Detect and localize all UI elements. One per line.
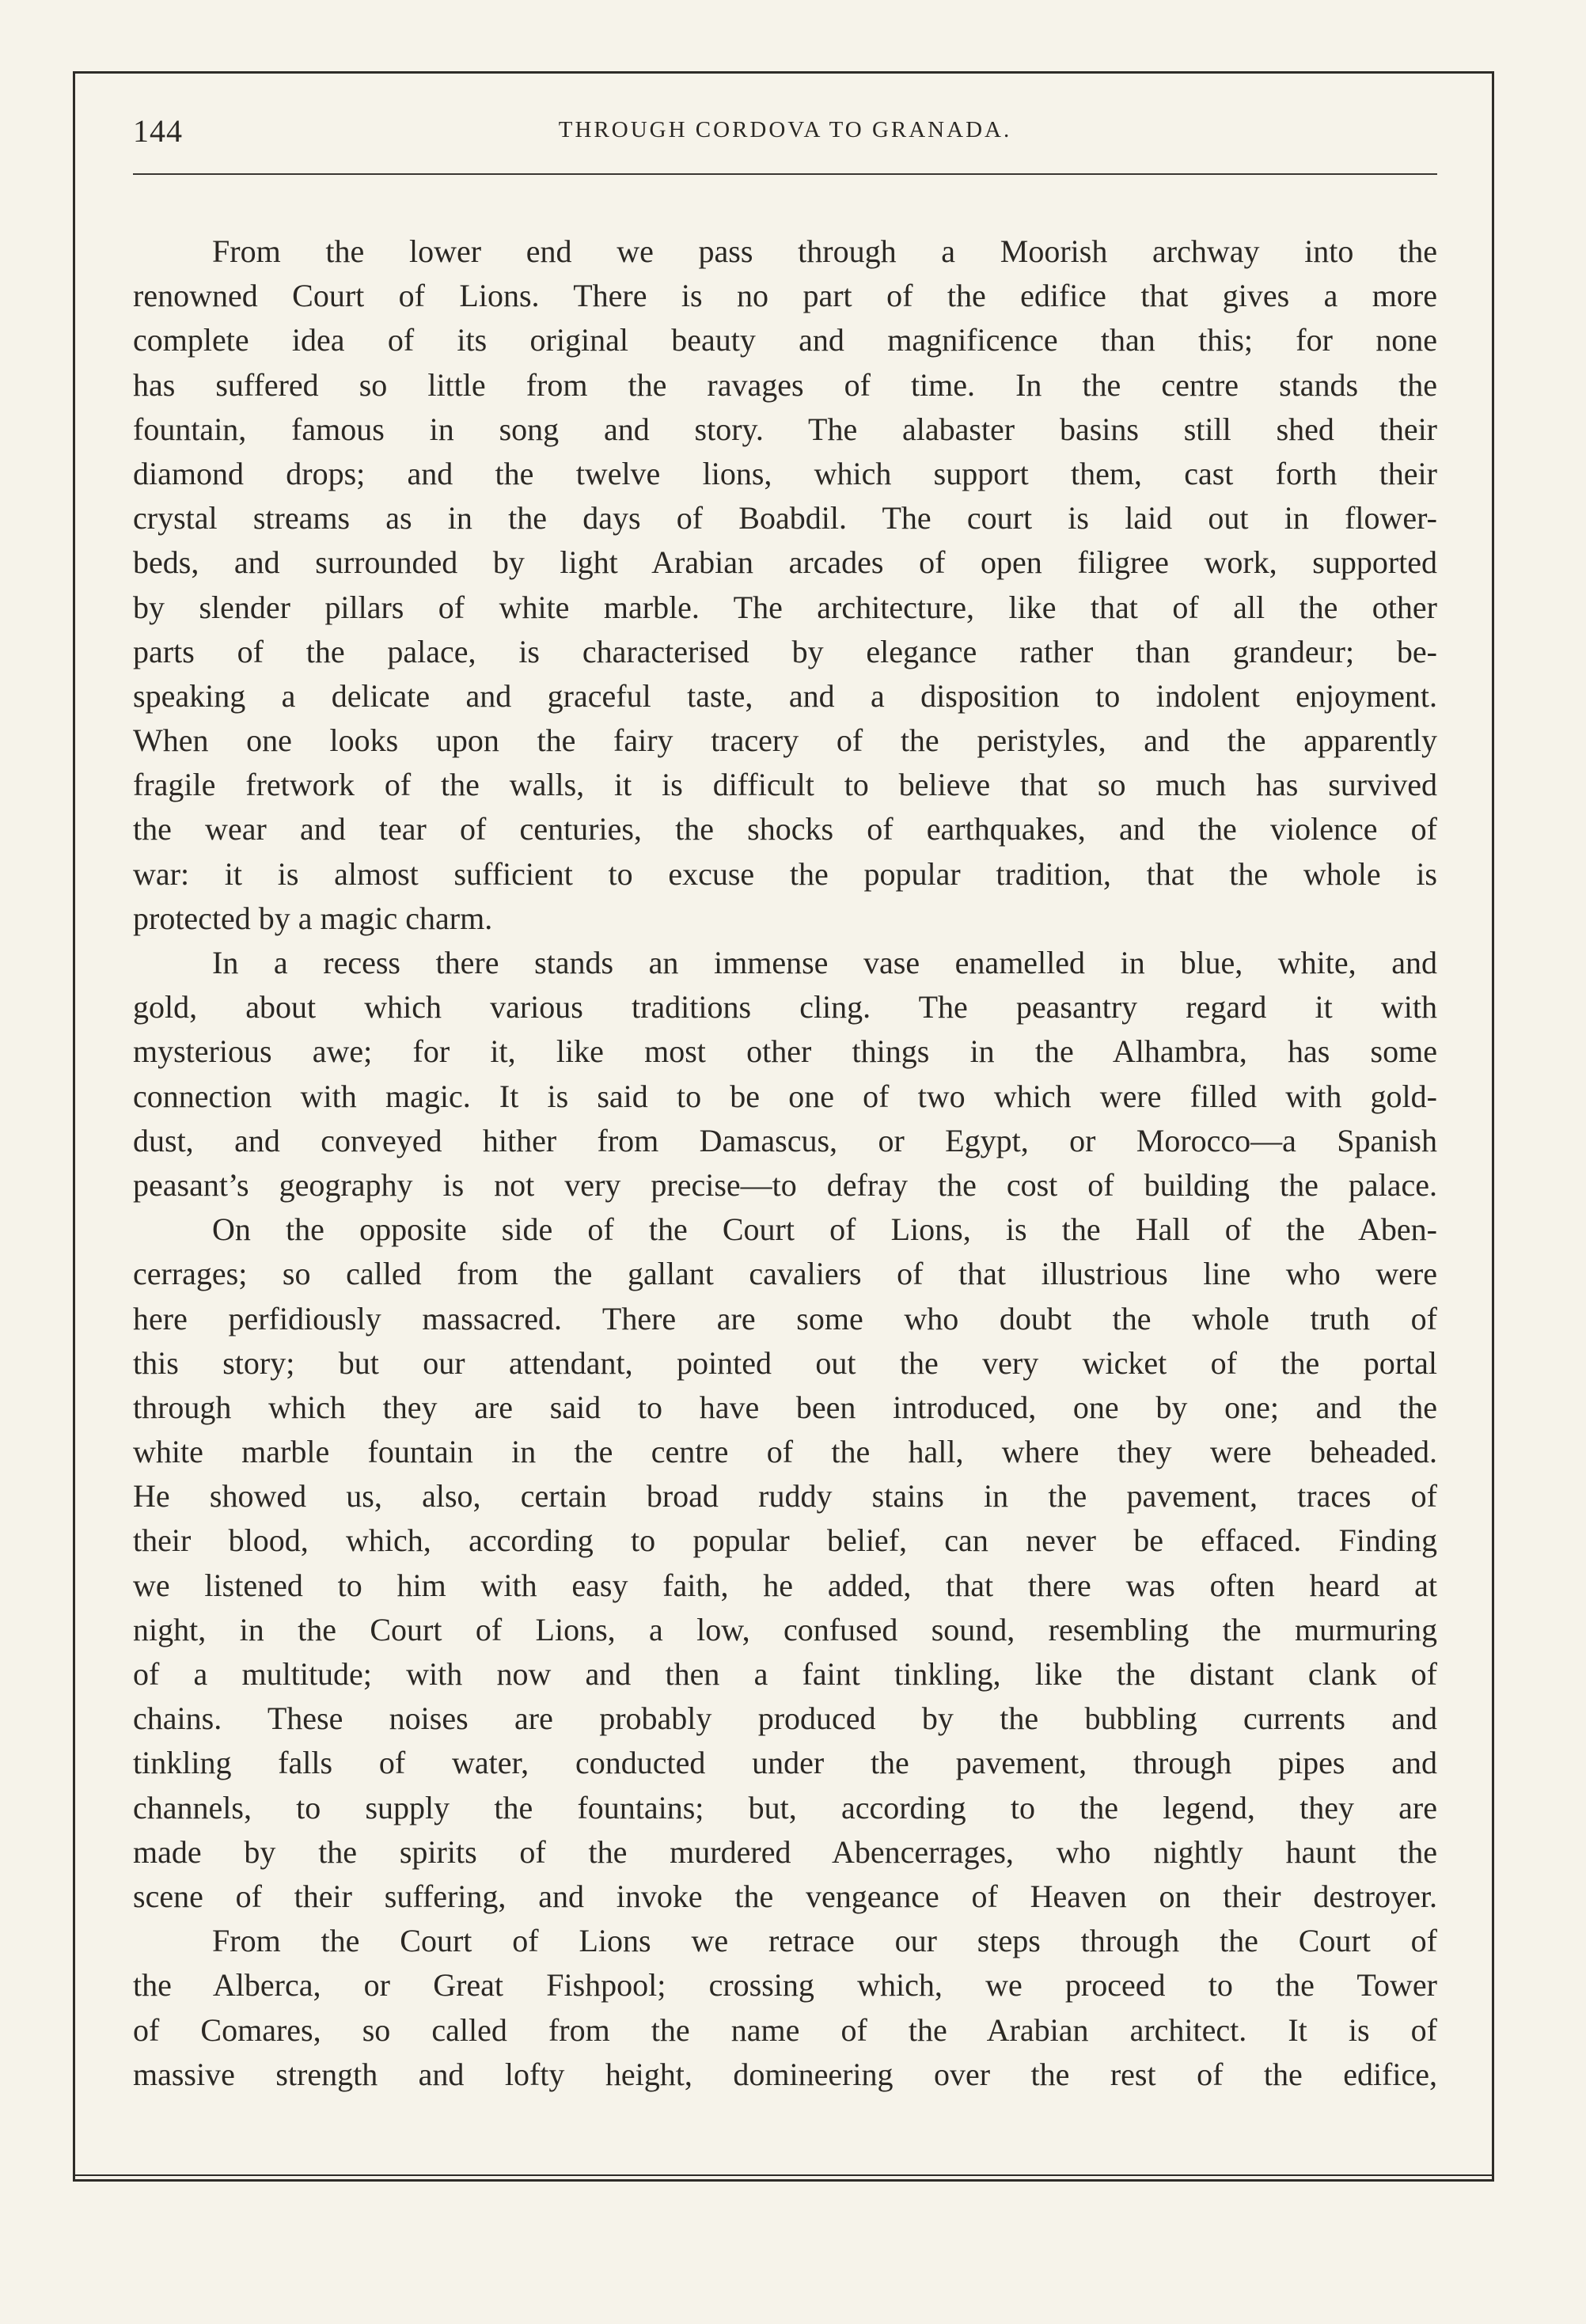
text-line: chains. These noises are probably produced by the bubbling currents and: [133, 1700, 1437, 1737]
header-rule: [133, 173, 1437, 175]
text-line: the wear and tear of centuries, the shocks of earthquakes, and the violence of: [133, 811, 1437, 847]
text-line: mysterious awe; for it, like most other things in the Alhambra, has some: [133, 1033, 1437, 1070]
text-line: From the Court of Lions we retrace our steps through the Court of: [212, 1923, 1437, 1959]
text-line: by slender pillars of white marble. The architecture, like that of all the other: [133, 589, 1437, 625]
text-line: war: it is almost sufficient to excuse the popular tradition, that the whole is: [133, 855, 1437, 892]
text-line: protected by a magic charm.: [133, 900, 493, 936]
text-line: beds, and surrounded by light Arabian arcades of open filigree work, supported: [133, 544, 1437, 581]
text-line: connection with magic. It is said to be one of two which were filled with gold-: [133, 1078, 1437, 1114]
text-line: speaking a delicate and graceful taste, and a disposition to indolent enjoyment.: [133, 677, 1437, 714]
text-line: dust, and conveyed hither from Damascus, or Egypt, or Morocco—a Spanish: [133, 1122, 1437, 1158]
text-line: tinkling falls of water, conducted under the pavement, through pipes and: [133, 1745, 1437, 1781]
text-line: diamond drops; and the twelve lions, which support them, cast forth their: [133, 455, 1437, 491]
text-line: fountain, famous in song and story. The alabaster basins still shed their: [133, 411, 1437, 447]
text-line: crystal streams as in the days of Boabdil. The court is laid out in flower-: [133, 500, 1437, 536]
text-line: complete idea of its original beauty and magnificence than this; for none: [133, 322, 1437, 358]
text-line: fragile fretwork of the walls, it is difficult to believe that so much has survived: [133, 767, 1437, 803]
text-line: peasant’s geography is not very precise—to defray the cost of building the palace.: [133, 1166, 1437, 1203]
text-line: made by the spirits of the murdered Abencerrages, who nightly haunt the: [133, 1833, 1437, 1870]
text-line: From the lower end we pass through a Moorish archway into the: [212, 233, 1437, 269]
text-line: the Alberca, or Great Fishpool; crossing which, we proceed to the Tower: [133, 1967, 1437, 2004]
text-line: renowned Court of Lions. There is no part of the edifice that gives a more: [133, 278, 1437, 314]
text-line: of a multitude; with now and then a faint tinkling, like the distant clank of: [133, 1656, 1437, 1692]
text-line: we listened to him with easy faith, he added, that there was often heard at: [133, 1567, 1437, 1603]
text-line: through which they are said to have been introduced, one by one; and the: [133, 1389, 1437, 1425]
text-line: here perfidiously massacred. There are some who doubt the whole truth of: [133, 1300, 1437, 1336]
text-line: In a recess there stands an immense vase enamelled in blue, white, and: [212, 945, 1437, 980]
text-line: this story; but our attendant, pointed out the very wicket of the portal: [133, 1344, 1437, 1381]
text-line: white marble fountain in the centre of the hall, where they were beheaded.: [133, 1434, 1437, 1470]
text-line: of Comares, so called from the name of the Arabian architect. It is of: [133, 2011, 1437, 2048]
body-text: [133, 229, 1437, 2097]
text-line: When one looks upon the fairy tracery of the peristyles, and the apparently: [133, 722, 1437, 759]
running-head: [133, 112, 1437, 152]
text-line: On the opposite side of the Court of Lions, is the Hall of the Aben-: [212, 1211, 1437, 1248]
text-line: their blood, which, according to popular belief, can never be effaced. Finding: [133, 1522, 1437, 1559]
text-line: parts of the palace, is characterised by elegance rather than grandeur; be-: [133, 633, 1437, 669]
text-line: night, in the Court of Lions, a low, confused sound, resembling the murmuring: [133, 1611, 1437, 1647]
text-line: has suffered so little from the ravages of time. In the centre stands the: [133, 366, 1437, 403]
page-number: 144: [133, 113, 183, 149]
text-line: He showed us, also, certain broad ruddy stains in the pavement, traces of: [133, 1478, 1437, 1515]
running-title: THROUGH CORDOVA TO GRANADA.: [558, 117, 1012, 142]
text-line: scene of their suffering, and invoke the vengeance of Heaven on their destroyer.: [133, 1878, 1437, 1914]
text-line: channels, to supply the fountains; but, according to the legend, they are: [133, 1789, 1437, 1825]
text-line: gold, about which various traditions cling. The peasantry regard it with: [133, 989, 1437, 1026]
page-border-bottom-rule: [73, 2174, 1494, 2182]
text-line: cerrages; so called from the gallant cavaliers of that illustrious line who were: [133, 1256, 1437, 1292]
text-line: massive strength and lofty height, domineering over the rest of the edifice,: [133, 2056, 1437, 2092]
